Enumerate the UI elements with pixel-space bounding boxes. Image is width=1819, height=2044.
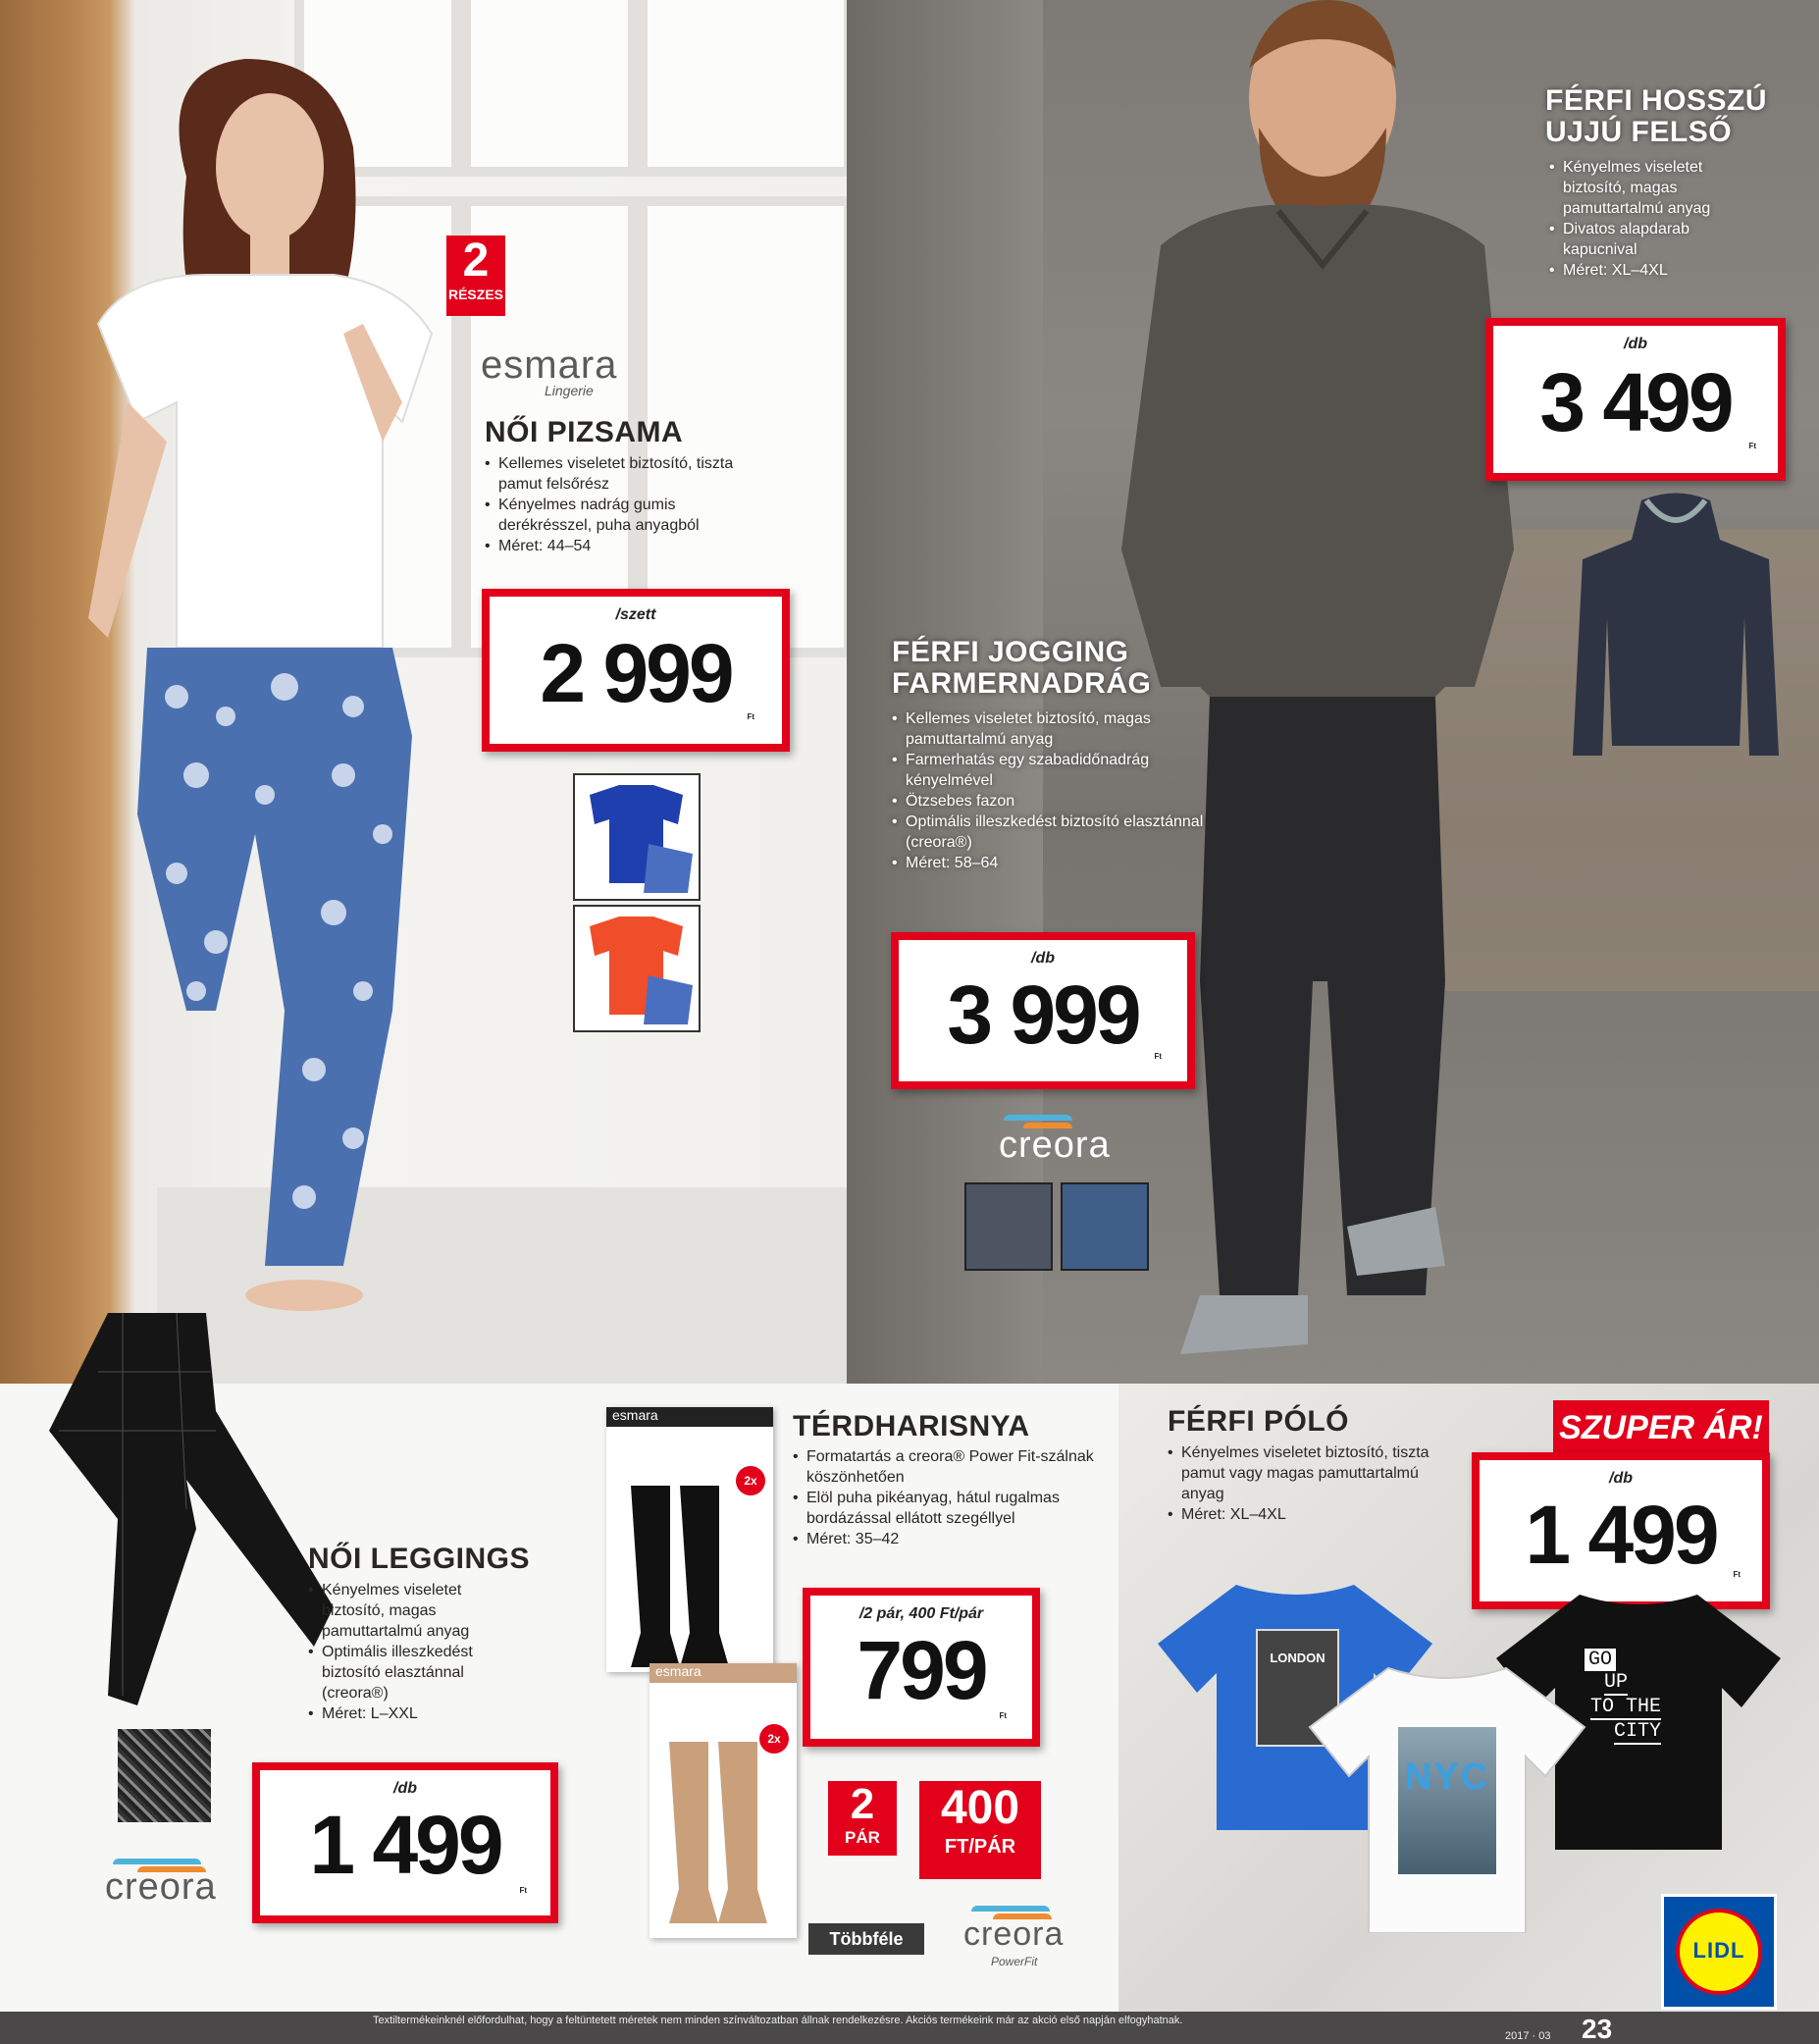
leggings-features [308, 1580, 514, 1724]
price-amount: 2 999 [540, 627, 732, 719]
jeans-feature: • Optimális illeszkedést biztosító elasztánnal (creora®) [892, 812, 1206, 853]
pajamas-price-box [482, 589, 790, 752]
price-amount: 799 [857, 1624, 986, 1716]
pair-count-label: PÁR [845, 1828, 880, 1847]
price-currency: Ft [747, 712, 754, 721]
jeans-feature: • Ötzsebes fazon [892, 791, 1206, 812]
jeans-features [892, 708, 1206, 873]
hoodie-title-line2: UJJÚ FELSŐ [1545, 116, 1733, 148]
price-currency: Ft [1154, 1052, 1162, 1061]
jeans-price-box [891, 932, 1195, 1089]
black-tshirt-print-line: UP [1604, 1671, 1629, 1694]
footer-date: 2017 · 03 [1505, 2030, 1551, 2042]
price-unit: /szett [615, 606, 656, 623]
jeans-feature: • Méret: 58–64 [892, 853, 1206, 873]
price-unit: /2 pár, 400 Ft/pár [858, 1605, 984, 1622]
jeans-variant-blue [1061, 1182, 1149, 1271]
window-pane [638, 0, 847, 177]
hoodie-title-line1: FÉRFI HOSSZÚ [1545, 84, 1768, 117]
price-unit: /db [1624, 336, 1647, 352]
pajamas-panel [0, 0, 847, 1384]
pieces-badge [446, 236, 505, 316]
price-currency: Ft [1733, 1570, 1741, 1579]
creora-powerfit-label: PowerFit [991, 1955, 1038, 1968]
creora-logo: creora [999, 1125, 1111, 1166]
hoodie-product-image [1573, 491, 1779, 765]
red-pajama-image [575, 907, 699, 1030]
price-currency: Ft [999, 1711, 1007, 1720]
stockings-package-black [606, 1407, 773, 1672]
creora-powerfit-logo: creora [963, 1915, 1065, 1953]
price-currency: Ft [1748, 442, 1756, 450]
stockings-title: TÉRDHARISNYA [793, 1410, 1030, 1442]
jeans-title-line1: FÉRFI JOGGING [892, 636, 1129, 668]
package-badge: 2x [736, 1466, 765, 1495]
per-pair-badge [919, 1781, 1041, 1879]
white-tshirt-image [1300, 1658, 1594, 1933]
price-unit: /db [393, 1780, 417, 1797]
pair-count-number: 2 [850, 1780, 875, 1828]
tshirt-features [1168, 1442, 1432, 1525]
black-tshirt-print-line: CITY [1614, 1720, 1662, 1743]
leggings-variant-pattern [118, 1729, 211, 1822]
pajamas-features [485, 453, 740, 556]
leggings-feature: • Optimális illeszkedést biztosító elasztánnal (creora®) [308, 1642, 514, 1703]
white-tshirt-print-text: NYC [1404, 1756, 1490, 1798]
footer-disclaimer: Textiltermékeinknél előfordulhat, hogy a feltüntetett méretek nem minden színváltozatban állnak rendelkezésre. Akciós termékeink már az akció első napján elfogyhatnak. [373, 2015, 1183, 2026]
leggings-image [39, 1313, 334, 1705]
menswear-panel [847, 0, 1819, 1384]
price-amount: 1 499 [309, 1799, 501, 1891]
stockings-feature: • Formatartás a creora® Power Fit-szálnak köszönhetően [793, 1446, 1117, 1488]
price-unit: /db [1609, 1470, 1633, 1487]
creora-logo: creora [105, 1866, 217, 1908]
model-man-image [1102, 0, 1533, 1384]
pajamas-title: NŐI PIZSAMA [485, 416, 684, 448]
leggings-feature: • Méret: L–XXL [308, 1703, 514, 1724]
pieces-badge-label: RÉSZES [447, 287, 503, 302]
hoodie-features [1549, 157, 1765, 281]
pajamas-feature: • Kellemes viseletet biztosító, tiszta pamut felsőrész [485, 453, 740, 495]
hoodie-feature: • Kényelmes viseletet biztosító, magas pamuttartalmú anyag [1549, 157, 1765, 219]
page-number: 23 [1582, 2014, 1613, 2044]
beige-stockings-image [659, 1742, 777, 1928]
hoodie-feature: • Divatos alapdarab kapucnival [1549, 219, 1765, 260]
per-pair-label: FT/PÁR [944, 1836, 1016, 1858]
blue-tshirt-print-text: LONDON [1270, 1651, 1325, 1665]
price-amount: 3 999 [947, 969, 1139, 1061]
stockings-package-beige [650, 1663, 797, 1938]
esmara-lingerie-label: Lingerie [545, 383, 594, 398]
creora-arc [1004, 1115, 1072, 1121]
package-brand: esmara [606, 1407, 773, 1427]
price-currency: Ft [519, 1886, 527, 1895]
pajamas-variant-blue [573, 773, 701, 901]
jeans-title-line2: FARMERNADRÁG [892, 667, 1152, 700]
pair-count-badge [828, 1781, 897, 1856]
leggings-feature: • Kényelmes viseletet biztosító, magas pamuttartalmú anyag [308, 1580, 514, 1642]
white-tshirt-print [1398, 1727, 1496, 1874]
tshirt-feature: • Méret: XL–4XL [1168, 1504, 1432, 1525]
black-tshirt-print-line: GO [1585, 1649, 1616, 1671]
black-tshirt-print-line: TO THE [1590, 1696, 1662, 1718]
blue-pajama-image [575, 775, 699, 899]
creora-arc [113, 1859, 201, 1864]
stockings-features [793, 1446, 1117, 1549]
pieces-badge-number: 2 [462, 235, 490, 287]
black-stockings-image [621, 1486, 739, 1672]
lidl-logo-text: LIDL [1692, 1938, 1745, 1963]
leggings-price-box [252, 1762, 558, 1923]
creora-arc [971, 1906, 1050, 1912]
lidl-logo-circle [1676, 1909, 1762, 1995]
hoodie-price-box [1485, 318, 1786, 481]
leggings-title: NŐI LEGGINGS [308, 1543, 531, 1575]
pajamas-feature: • Méret: 44–54 [485, 536, 740, 556]
lidl-logo [1661, 1894, 1777, 2010]
jeans-feature: • Kellemes viseletet biztosító, magas pamuttartalmú anyag [892, 708, 1206, 750]
package-brand: esmara [650, 1663, 797, 1683]
jeans-feature: • Farmerhatás egy szabadidőnadrág kényelmével [892, 750, 1206, 791]
tshirt-title: FÉRFI PÓLÓ [1168, 1405, 1349, 1438]
stockings-feature: • Méret: 35–42 [793, 1529, 1117, 1549]
price-unit: /db [1031, 950, 1055, 967]
hoodie-feature: • Méret: XL–4XL [1549, 260, 1765, 281]
price-amount: 1 499 [1525, 1489, 1717, 1581]
pajamas-feature: • Kényelmes nadrág gumis derékrésszel, puha anyagból [485, 495, 740, 536]
package-badge: 2x [759, 1724, 789, 1754]
super-price-badge: SZUPER ÁR! [1553, 1400, 1769, 1455]
model-woman-image [69, 29, 510, 1335]
tshirt-feature: • Kényelmes viseletet biztosító, tiszta pamut vagy magas pamuttartalmú anyag [1168, 1442, 1432, 1504]
esmara-logo: esmara [481, 343, 618, 387]
stockings-price-box [803, 1588, 1040, 1747]
variants-label: Többféle [808, 1923, 924, 1955]
stockings-feature: • Elöl puha pikéanyag, hátul rugalmas bordázással ellátott szegéllyel [793, 1488, 1117, 1529]
per-pair-price: 400 [940, 1782, 1020, 1834]
pajamas-variant-red [573, 905, 701, 1032]
price-amount: 3 499 [1539, 356, 1732, 448]
jeans-variant-black [964, 1182, 1053, 1271]
black-tshirt-print [1585, 1649, 1692, 1745]
